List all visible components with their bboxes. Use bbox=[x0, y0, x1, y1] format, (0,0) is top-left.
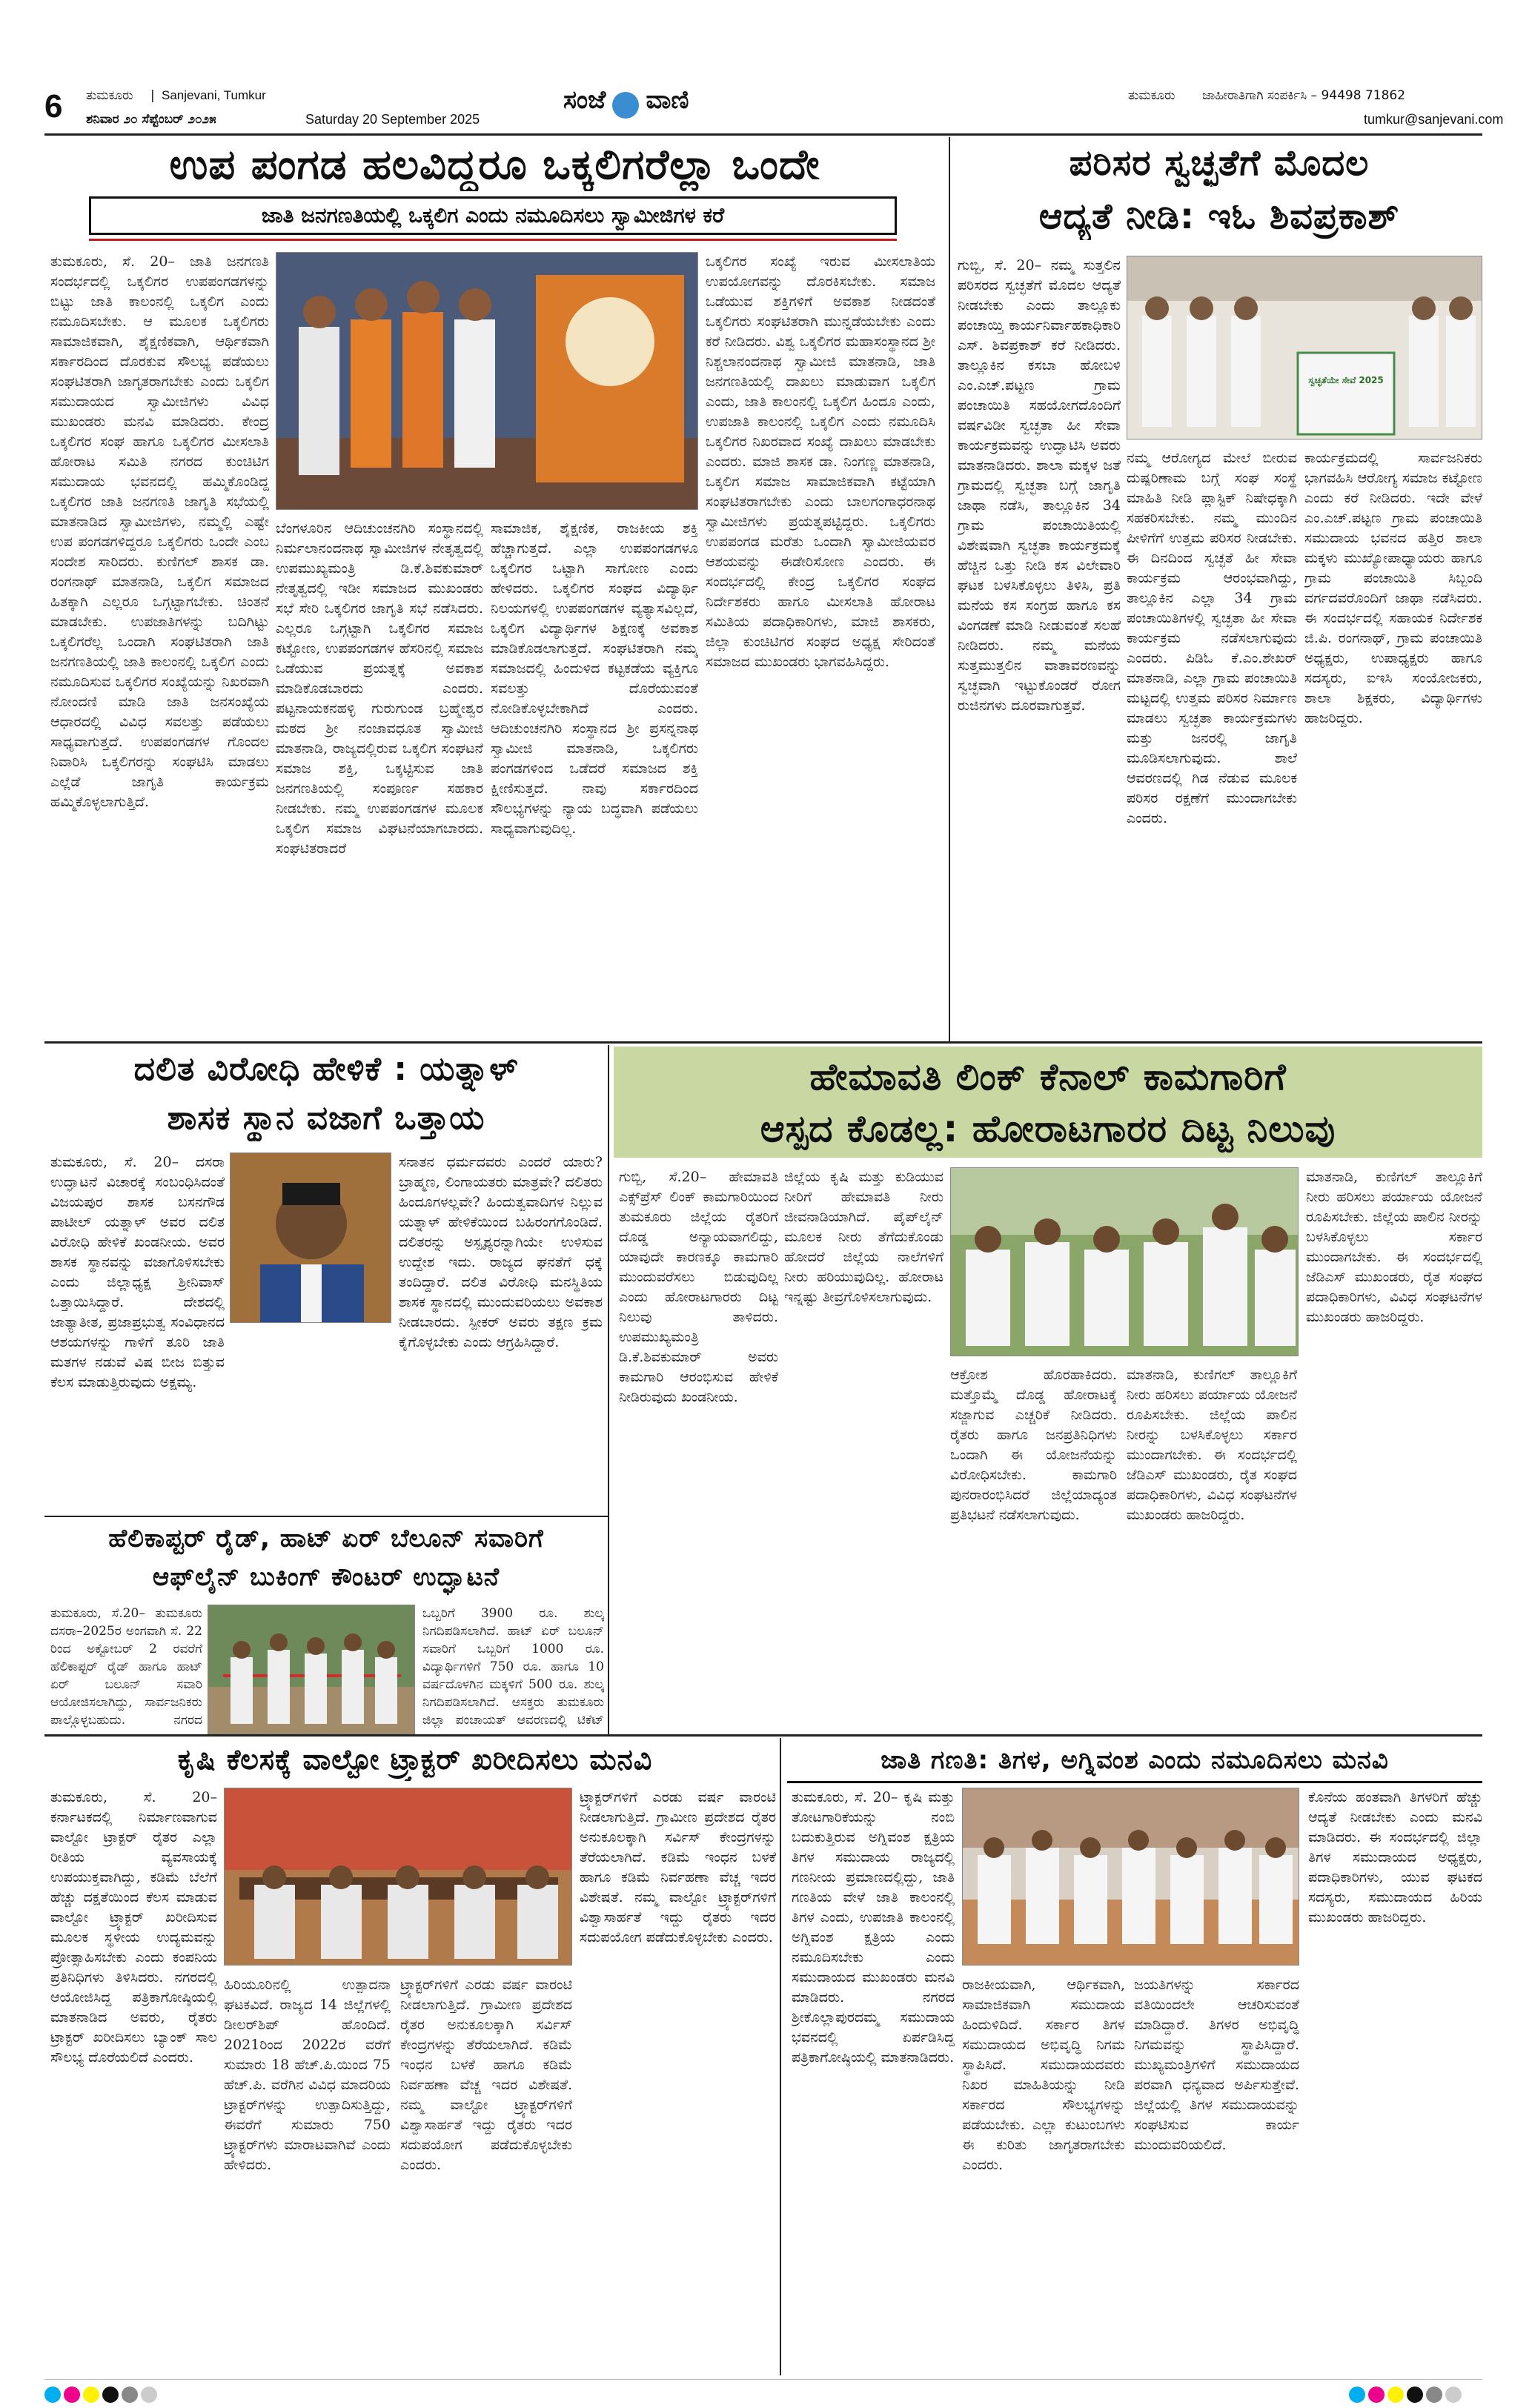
story4-col1: ಗುಬ್ಬಿ, ಸೆ.20– ಹೇಮಾವತಿ ಎಕ್ಸ್‌ಪ್ರೆಸ್ ಲಿಂಕ್ ಕಾಮಗಾರಿಯಿಂದ ತುಮಕೂರು ಜಿಲ್ಲೆಯ ರೈತರಿಗೆ ದೊಡ್ಡ ಅನ್ಯಾಯವಾಗಲಿದ್ದು, ಯಾವುದೇ ಕಾರಣಕ್ಕೂ ಕಾಮಗಾರಿ ಮುಂದುವರೆಸಲು ಬಿಡುವುದಿಲ್ಲ ಎಂದು ಹೋರಾಟಗಾರರು ದಿಟ್ಟ ನಿಲುವು ತಾಳಿದರು. ಉಪಮುಖ್ಯಮಂತ್ರಿ ಡಿ.ಕೆ.ಶಿವಕುಮಾರ್ ಅವರು ಕಾಮಗಾರಿ ಆರಂಭಿಸುವ ಹೇಳಿಕೆ ನೀಡಿರುವುದು ಖಂಡನೀಯ. bbox=[619, 1169, 778, 1405]
story4-headline-box bbox=[614, 1047, 1482, 1158]
story1-col1: ತುಮಕೂರು, ಸೆ. 20– ಜಾತಿ ಜನಗಣತಿ ಸಂದರ್ಭದಲ್ಲಿ ಒಕ್ಕಲಿಗರ ಉಪಪಂಗಡಗಳನ್ನು ಬಿಟ್ಟು ಜಾತಿ ಕಾಲಂನಲ್ಲಿ ಒಕ್ಕಲಿಗ ಎಂದು ನಮೂದಿಸಬೇಕು. ಆ ಮೂಲಕ ಒಕ್ಕಲಿಗರು ಸಾಮಾಜಿಕವಾಗಿ, ಶೈಕ್ಷಣಿಕವಾಗಿ, ಆರ್ಥಿಕವಾಗಿ ಸರ್ಕಾರದಿಂದ ದೊರಕುವ ಸೌಲಭ್ಯ ಪಡೆಯಲು ಸಂಘಟಿತರಾಗಿ ಜಾಗೃತರಾಗಬೇಕು ಎಂದು ಒಕ್ಕಲಿಗ ಸಮುದಾಯದ ಸ್ವಾಮೀಜಿಗಳು ವಿವಿಧ ಮುಖಂಡರು ಮನವಿ ಮಾಡಿದರು. ಕೇಂದ್ರ ಒಕ್ಕಲಿಗರ ಸಂಘ ಹಾಗೂ ಒಕ್ಕಲಿಗರ ಮೀಸಲಾತಿ ಹೋರಾಟ ಸಮಿತಿ ನಗರದ ಕುಂಚಿಟಿಗ ಸಮುದಾಯ ಭವನದಲ್ಲಿ ಹಮ್ಮಿಕೊಂಡಿದ್ದ ಒಕ್ಕಲಿಗರ ಜಾತಿ ಜನಗಣತಿ ಜಾಗೃತಿ ಸಭೆಯಲ್ಲಿ ಮಾತನಾಡಿದ ಸ್ವಾಮೀಜಿಗಳು, ನಮ್ಮಲ್ಲಿ ಎಷ್ಟೇ ಉಪ ಪಂಗಡಗಳಿದ್ದರೂ ಒಕ್ಕಲಿಗರು ಒಂದೇ ಎಂಬ ಸಂದೇಶ ಸಾರಿದರು. ಕುಣಿಗಲ್ ಶಾಸಕ ಡಾ. ರಂಗನಾಥ್ ಮಾತನಾಡಿ, ಒಕ್ಕಲಿಗ ಸಮಾಜದ ಹಿತಕ್ಕಾಗಿ ಎಲ್ಲರೂ ಒಗ್ಗಟ್ಟಾಗಬೇಕು. ಚಿಂತನೆ ಮಾಡಬೇಕು. ಉಪಜಾತಿಗಳನ್ನು ಬದಿಗಿಟ್ಟು ಒಕ್ಕಲಿಗರೆಲ್ಲ ಒಂದಾಗಿ ಸಂಘಟಿತರಾಗಿ ಜಾತಿ ಜನಗಣತಿಯಲ್ಲಿ ಜಾತಿ ಕಾಲಂನಲ್ಲಿ ಒಕ್ಕಲಿಗ ಎಂದು ನಮೂದಿಸುವ ಒಕ್ಕಲಿಗರ ಸಂಖ್ಯೆಯನ್ನು ನಿಖರವಾಗಿ ನೋಂದಣಿ ಮಾಡಿ ಜಾತಿ ಜನಸಂಖ್ಯೆಯ ಆಧಾರದಲ್ಲಿ ವಿವಿಧ ಸವಲತ್ತು ಪಡೆಯಲು ಸಾಧ್ಯವಾಗುತ್ತದೆ. ಉಪಪಂಗಡಗಳ ಗೊಂದಲ ನಿವಾರಿಸಿ ಒಕ್ಕಲಿಗರನ್ನು ಸಂಘಟಿಸಿ ಮಾಡಲು ಎಲ್ಲೆಡೆ ಜಾಗೃತಿ ಕಾರ್ಯಕ್ರಮ ಹಮ್ಮಿಕೊಳ್ಳಲಾಗುತ್ತಿದೆ. bbox=[50, 253, 269, 810]
story1-col3: ಸಾಮಾಜಿಕ, ಶೈಕ್ಷಣಿಕ, ರಾಜಕೀಯ ಶಕ್ತಿ ಹೆಚ್ಚಾಗುತ್ತದೆ. ಎಲ್ಲಾ ಉಪಪಂಗಡಗಳೂ ಒಕ್ಕಲಿಗರ ಒಟ್ಟಾಗಿ ಸಾಗೋಣ ಎಂದು ಹೇಳಿದರು. ಒಕ್ಕಲಿಗರ ಸಂಘದ ವಿದ್ಯಾರ್ಥಿ ನಿಲಯಗಳಲ್ಲಿ ಉಪಪಂಗಡಗಳ ವ್ಯತ್ಯಾಸವಿಲ್ಲದೆ, ಒಕ್ಕಲಿಗ ವಿದ್ಯಾರ್ಥಿಗಳ ಶಿಕ್ಷಣಕ್ಕೆ ಅವಕಾಶ ಮಾಡಿಕೊಡಲಾಗುತ್ತದೆ. ಸಂಘಟಿತರಾಗಿ ನಮ್ಮ ಸಮಾಜದಲ್ಲಿ ಹಿಂದುಳಿದ ಕಟ್ಟಕಡೆಯ ವ್ಯಕ್ತಿಗೂ ಸವಲತ್ತು ದೊರೆಯುವಂತೆ ನೋಡಿಕೊಳ್ಳಬೇಕಾಗಿದೆ ಎಂದರು. ಆದಿಚುಂಚನಗಿರಿ ಸಂಸ್ಥಾನದ ಶ್ರೀ ಪ್ರಸನ್ನನಾಥ ಸ್ವಾಮೀಜಿ ಮಾತನಾಡಿ, ಒಕ್ಕಲಿಗರು ಪಂಗಡಗಳಿಂದ ಒಡೆದರೆ ಸಮಾಜದ ಶಕ್ತಿ ಕ್ಷೀಣಿಸುತ್ತದೆ. ನಾವು ಸರ್ಕಾರದಿಂದ ಸೌಲಭ್ಯಗಳನ್ನು ನ್ಯಾಯ ಬದ್ಧವಾಗಿ ಪಡೆಯಲು ಸಾಧ್ಯವಾಗುವುದಿಲ್ಲ. bbox=[491, 520, 698, 837]
story3-portrait bbox=[231, 1153, 391, 1323]
story6-col1: ತುಮಕೂರು, ಸೆ. 20– ಕರ್ನಾಟಕದಲ್ಲಿ ನಿರ್ಮಾಣವಾಗುವ ವಾಲ್ಟೋ ಟ್ರಾಕ್ಟರ್ ರೈತರ ಎಲ್ಲಾ ರೀತಿಯ ವ್ಯವಸಾಯಕ್ಕೆ ಉಪಯುಕ್ತವಾಗಿದ್ದು, ಕಡಿಮೆ ಬೆಲೆಗೆ ಹೆಚ್ಚು ದಕ್ಷತೆಯಿಂದ ಕೆಲಸ ಮಾಡುವ ವಾಲ್ಟೋ ಟ್ರ್ಯಾಕ್ಟರ್ ಖರೀದಿಸುವ ಮೂಲಕ ಸ್ಥಳೀಯ ಉದ್ಯಮವನ್ನು ಪ್ರೋತ್ಸಾಹಿಸಬೇಕು ಎಂದು ಕಂಪನಿಯ ಪ್ರತಿನಿಧಿಗಳು ತಿಳಿಸಿದರು. ನಗರದಲ್ಲಿ ಆಯೋಜಿಸಿದ್ದ ಪತ್ರಿಕಾಗೋಷ್ಠಿಯಲ್ಲಿ ಮಾತನಾಡಿದ ಅವರು, ರೈತರು ಟ್ರಾಕ್ಟರ್ ಖರೀದಿಸಲು ಬ್ಯಾಂಕ್ ಸಾಲ ಸೌಲಭ್ಯ ದೊರೆಯಲಿದೆ ಎಂದರು. bbox=[50, 1789, 217, 2066]
light-grey-mark bbox=[1445, 2387, 1462, 2403]
masthead-logo bbox=[563, 85, 786, 122]
story5-photo-image bbox=[208, 1605, 415, 1734]
story6-col3: ಟ್ರ್ಯಾಕ್ಟರ್‌ಗಳಿಗೆ ಎರಡು ವರ್ಷ ವಾರಂಟಿ ನೀಡಲಾಗುತ್ತಿದೆ. ಗ್ರಾಮೀಣ ಪ್ರದೇಶದ ರೈತರ ಅನುಕೂಲಕ್ಕಾಗಿ ಸರ್ವಿಸ್ ಕೇಂದ್ರಗಳನ್ನು ತೆರೆಯಲಾಗಿದೆ. ಕಡಿಮೆ ಇಂಧನ ಬಳಕೆ ಹಾಗೂ ಕಡಿಮೆ ನಿರ್ವಹಣಾ ವೆಚ್ಚ ಇದರ ವಿಶೇಷತೆ. ನಮ್ಮ ವಾಲ್ಟೋ ಟ್ರ್ಯಾಕ್ಟರ್‌ಗಳಿಗೆ ವಿಶ್ವಾಸಾರ್ಹತೆ ಇದ್ದು ರೈತರು ಇದರ ಸದುಪಯೋಗ ಪಡೆದುಕೊಳ್ಳಬೇಕು ಎಂದರು. bbox=[400, 1977, 572, 2173]
story2-col3: ಕಾರ್ಯಕ್ರಮದಲ್ಲಿ ಸಾರ್ವಜನಿಕರು ಭಾಗವಹಿಸಿ ಆರೋಗ್ಯ ಸಮಾಜ ಕಟ್ಟೋಣ ಎಂದು ಕರೆ ನೀಡಿದರು. ಇದೇ ವೇಳೆ ಎಂ.ಎಚ್.ಪಟ್ಟಣ ಗ್ರಾಮ ಪಂಚಾಯಿತಿ ಸಮುದಾಯ ಭವನದ ಹತ್ತಿರ ಶಾಲಾ ಮಕ್ಕಳು ಮುಖ್ಯೋಪಾಧ್ಯಾಯರು ಹಾಗೂ ಗ್ರಾಮ ಪಂಚಾಯಿತಿ ಸಿಬ್ಬಂದಿ ವರ್ಗದವರೊಂದಿಗೆ ಜಾಥಾ ನಡೆಸಿದರು. ಈ ಸಂದರ್ಭದಲ್ಲಿ ಸಹಾಯಕ ನಿರ್ದೇಶಕ ಜಿ.ಪಿ. ರಂಗನಾಥ್, ಗ್ರಾಮ ಪಂಚಾಯಿತಿ ಅಧ್ಯಕ್ಷರು, ಉಪಾಧ್ಯಕ್ಷರು ಹಾಗೂ ಸದಸ್ಯರು, ಐಇಸಿ ಸಂಯೋಜಕರು, ಶಾಲಾ ಶಿಕ್ಷಕರು, ವಿದ್ಯಾರ್ಥಿಗಳು ಹಾಜರಿದ್ದರು. bbox=[1304, 450, 1482, 726]
story3-headline-line2: ಶಾಸಕ ಸ್ಥಾನ ವಜಾಗೆ ಒತ್ತಾಯ bbox=[167, 1099, 485, 1137]
story2-photo bbox=[1127, 256, 1482, 440]
divider-row2 bbox=[44, 1734, 1482, 1737]
story1-photo-image bbox=[276, 253, 698, 510]
masthead-email: tumkur@sanjevani.com bbox=[1364, 112, 1504, 127]
story4-headline-line2: ಆಸ್ಪದ ಕೊಡಲ್ಲ: ಹೋರಾಟಗಾರರ ದಿಟ್ಟ ನಿಲುವು bbox=[760, 1107, 1336, 1150]
masthead-logo-right: ವಾಣಿ bbox=[646, 85, 689, 115]
story6-col2: ಹಿರಿಯೂರಿನಲ್ಲಿ ಉತ್ಪಾದನಾ ಘಟಕವಿದೆ. ರಾಜ್ಯದ 14 ಜಿಲ್ಲೆಗಳಲ್ಲಿ ಡೀಲರ್‌ಶಿಪ್ ಹೊಂದಿದೆ. 2021ರಿಂದ 2022ರ ವರೆಗೆ ಸುಮಾರು 18 ಹೆಚ್.ಪಿ.ಯಿಂದ 75 ಹೆಚ್.ಪಿ. ವರೆಗಿನ ವಿವಿಧ ಮಾದರಿಯ ಟ್ರಾಕ್ಟರ್‌ಗಳನ್ನು ಉತ್ಪಾದಿಸುತ್ತಿದ್ದು, ಈವರೆಗೆ ಸುಮಾರು 750 ಟ್ರ್ಯಾಕ್ಟರ್‌ಗಳು ಮಾರಾಟವಾಗಿವೆ ಎಂದು ಹೇಳಿದರು. bbox=[224, 1977, 391, 2173]
story1-red-underline bbox=[89, 239, 897, 241]
story3-photo bbox=[230, 1152, 391, 1323]
masthead-date-en: Saturday 20 September 2025 bbox=[305, 112, 480, 127]
story1-col2: ಬೆಂಗಳೂರಿನ ಆದಿಚುಂಚನಗಿರಿ ಸಂಸ್ಥಾನದಲ್ಲಿ ನಿರ್ಮಲಾನಂದನಾಥ ಸ್ವಾಮೀಜಿಗಳ ನೇತೃತ್ವದಲ್ಲಿ ಉಪಮುಖ್ಯಮಂತ್ರಿ ಡಿ.ಕೆ.ಶಿವಕುಮಾರ್ ನೇತೃತ್ವದಲ್ಲಿ ಇಡೀ ಸಮಾಜದ ಮುಖಂಡರು ಸಭೆ ಸೇರಿ ಒಕ್ಕಲಿಗರ ಜಾಗೃತಿ ಸಭೆ ನಡೆಸಿದರು. ಎಲ್ಲರೂ ಒಗ್ಗಟ್ಟಾಗಿ ಒಕ್ಕಲಿಗರ ಸಮಾಜ ಕಟ್ಟೋಣ, ಉಪಪಂಗಡಗಳ ಹೆಸರಿನಲ್ಲಿ ಸಮಾಜ ಒಡೆಯುವ ಪ್ರಯತ್ನಕ್ಕೆ ಅವಕಾಶ ಮಾಡಿಕೊಡಬಾರದು ಎಂದರು. ಪಟ್ಟನಾಯಕನಹಳ್ಳಿ ಗುರುಗುಂಡ ಬ್ರಹ್ಮೇಶ್ವರ ಮಠದ ಶ್ರೀ ನಂಜಾವಧೂತ ಸ್ವಾಮೀಜಿ ಮಾತನಾಡಿ, ರಾಜ್ಯದಲ್ಲಿರುವ ಒಕ್ಕಲಿಗ ಸಂಘಟನೆ ಸಮಾಜ ಶಕ್ತಿ, ಒಕ್ಕಟ್ಟಿಸುವ ಜಾತಿ ಜನಗಣತಿಯಲ್ಲಿ ಸಂಪೂರ್ಣ ಸಹಕಾರ ನೀಡಬೇಕು. ನಮ್ಮ ಉಪಪಂಗಡಗಳ ಮೂಲಕ ಒಕ್ಕಲಿಗ ಸಮಾಜ ವಿಘಟನೆಯಾಗಬಾರದು. ಸಂಘಟಿತರಾದರೆ bbox=[276, 520, 483, 857]
registration-marks-left bbox=[44, 2387, 193, 2404]
masthead-edition: Sanjevani, Tumkur bbox=[162, 88, 266, 102]
footer-rule bbox=[44, 2379, 1482, 2380]
grey-mark bbox=[122, 2387, 138, 2403]
story3-headline-line1: ದಲಿತ ವಿರೋಧಿ ಹೇಳಿಕೆ : ಯತ್ನಾಳ್ bbox=[133, 1050, 519, 1088]
story7-photo bbox=[962, 1788, 1299, 1966]
masthead-sep: | bbox=[150, 88, 155, 103]
story7-col4: ಕೊನೆಯ ಹಂತವಾಗಿ ತಿಗಳರಿಗೆ ಹೆಚ್ಚು ಆದ್ಯತೆ ನೀಡಬೇಕು ಎಂದು ಮನವಿ ಮಾಡಿದರು. ಈ ಸಂದರ್ಭದಲ್ಲಿ ಜಿಲ್ಲಾ ತಿಗಳ ಸಮುದಾಯದ ಅಧ್ಯಕ್ಷರು, ಪದಾಧಿಕಾರಿಗಳು, ಯುವ ಘಟಕದ ಸದಸ್ಯರು, ಸಮುದಾಯದ ಹಿರಿಯ ಮುಖಂಡರು ಹಾಜರಿದ್ದರು. bbox=[1308, 1789, 1482, 1926]
story2-intro: ಗುಬ್ಬಿ, ಸೆ. 20– ನಮ್ಮ ಸುತ್ತಲಿನ ಪರಿಸರದ ಸ್ವಚ್ಛತೆಗೆ ಮೊದಲ ಆದ್ಯತೆ ನೀಡಬೇಕು ಎಂದು ತಾಲ್ಲೂಕು ಪಂಚಾಯ್ತಿ ಕಾರ್ಯನಿರ್ವಾಹಕಾಧಿಕಾರಿ ಎಸ್. ಶಿವಪ್ರಕಾಶ್ ಕರೆ ನೀಡಿದರು. ತಾಲ್ಲೂಕಿನ ಕಸಬಾ ಹೋಬಳಿ ಎಂ.ಎಚ್.ಪಟ್ಟಣ ಗ್ರಾಮ ಪಂಚಾಯಿತಿ ಸಹಯೋಗದೊಂದಿಗೆ ವರ್ಷವಿಡೀ ಸ್ವಚ್ಛತಾ ಹೀ ಸೇವಾ ಕಾರ್ಯಕ್ರಮವನ್ನು ಉದ್ಘಾಟಿಸಿ ಅವರು ಮಾತನಾಡಿದರು. ಶಾಲಾ ಮಕ್ಕಳ ಜತೆ ಗ್ರಾಮದಲ್ಲಿ ಸ್ವಚ್ಛತಾ ಬಗ್ಗೆ ಜಾಗೃತಿ ಜಾಥಾ ನಡೆಸಿ, ತಾಲ್ಲೂಕಿನ 34 ಗ್ರಾಮ ಪಂಚಾಯಿತಿಯಲ್ಲಿ ವಿಶೇಷವಾಗಿ ಸ್ವಚ್ಛತಾ ಕಾರ್ಯಕ್ರಮಕ್ಕೆ ಹೆಚ್ಚಿನ ಒತ್ತು ನೀಡಿ ಕಸ ವಿಲೇವಾರಿ ಘಟಕ ಬಳಸಿಕೊಳ್ಳಲು ತಿಳಿಸಿ, ಪ್ರತಿ ಮನೆಯ ಕಸ ಸಂಗ್ರಹ ಹಾಗೂ ಕಸ ವಿಂಗಡಣೆ ಮಾಡಿ ನೀಡುವಂತೆ ಸಲಹೆ ನೀಡಿದರು. ನಮ್ಮ ಮನೆಯ ಸುತ್ತಮುತ್ತಲಿನ ವಾತಾವರಣವನ್ನು ಸ್ವಚ್ಛವಾಗಿ ಇಟ್ಟುಕೊಂಡರೆ ರೋಗ ರುಜಿನಗಳು ದೂರವಾಗುತ್ತವೆ. bbox=[958, 257, 1121, 714]
story4-photo-image bbox=[951, 1168, 1299, 1356]
story2-headline-line2: ಆದ್ಯತೆ ನೀಡಿ: ಇಓ ಶಿವಪ್ರಕಾಶ್ bbox=[1038, 196, 1400, 237]
divider-story1-story2 bbox=[949, 137, 950, 1041]
story7-headline-box bbox=[787, 1740, 1482, 1783]
masthead-rule bbox=[44, 133, 1482, 136]
story1-subheadline: ಜಾತಿ ಜನಗಣತಿಯಲ್ಲಿ ಒಕ್ಕಲಿಗ ಎಂದು ನಮೂದಿಸಲು ಸ್ವಾಮೀಜಿಗಳ ಕರೆ bbox=[261, 203, 725, 228]
story6-photo-image bbox=[225, 1788, 572, 1966]
registration-marks-right bbox=[1349, 2387, 1482, 2404]
story2-headline-line1: ಪರಿಸರ ಸ್ವಚ್ಛತೆಗೆ ಮೊದಲ bbox=[1069, 142, 1370, 184]
story4-col3: ಆಕ್ರೋಶ ಹೊರಹಾಕಿದರು. ಮತ್ತೊಮ್ಮೆ ದೊಡ್ಡ ಹೋರಾಟಕ್ಕೆ ಸಜ್ಜಾಗುವ ಎಚ್ಚರಿಕೆ ನೀಡಿದರು. ರೈತರು ಹಾಗೂ ಜನಪ್ರತಿನಿಧಿಗಳು ಒಂದಾಗಿ ಈ ಯೋಜನೆಯನ್ನು ವಿರೋಧಿಸಬೇಕು. ಕಾಮಗಾರಿ ಪುನರಾರಂಭಿಸಿದರೆ ಜಿಲ್ಲೆಯಾದ್ಯಂತ ಪ್ರತಿಭಟನೆ ನಡೆಸಲಾಗುವುದು. bbox=[950, 1367, 1117, 1523]
story4-col4: ಮಾತನಾಡಿ, ಕುಣಿಗಲ್ ತಾಲ್ಲೂಕಿಗೆ ನೀರು ಹರಿಸಲು ಪರ್ಯಾಯ ಯೋಜನೆ ರೂಪಿಸಬೇಕು. ಜಿಲ್ಲೆಯ ಪಾಲಿನ ನೀರನ್ನು ಬಳಸಿಕೊಳ್ಳಲು ಸರ್ಕಾರ ಮುಂದಾಗಬೇಕು. ಈ ಸಂದರ್ಭದಲ್ಲಿ ಜೆಡಿಎಸ್ ಮುಖಂಡರು, ರೈತ ಸಂಘದ ಪದಾಧಿಕಾರಿಗಳು, ವಿವಿಧ ಸಂಘಟನೆಗಳ ಮುಖಂಡರು ಹಾಜರಿದ್ದರು. bbox=[1127, 1367, 1297, 1523]
story7-col1: ತುಮಕೂರು, ಸೆ. 20– ಕೃಷಿ ಮತ್ತು ತೋಟಗಾರಿಕೆಯನ್ನು ನಂಬಿ ಬದುಕುತ್ತಿರುವ ಅಗ್ನಿವಂಶ ಕ್ಷತ್ರಿಯ ತಿಗಳ ಸಮುದಾಯ ರಾಜ್ಯದಲ್ಲಿ ಗಣನೀಯ ಪ್ರಮಾಣದಲ್ಲಿದ್ದು, ಜಾತಿ ಗಣತಿಯ ವೇಳೆ ಜಾತಿ ಕಾಲಂನಲ್ಲಿ ತಿಗಳ ಎಂದು, ಉಪಜಾತಿ ಕಾಲಂನಲ್ಲಿ ಅಗ್ನಿವಂಶ ಕ್ಷತ್ರಿಯ ಎಂದು ನಮೂದಿಸಬೇಕು ಎಂದು ಸಮುದಾಯದ ಮುಖಂಡರು ಮನವಿ ಮಾಡಿದರು. ನಗರದ ಶ್ರೀಕೊಲ್ಲಾಪುರದಮ್ಮ ಸಮುದಾಯ ಭವನದಲ್ಲಿ ಏರ್ಪಡಿಸಿದ್ದ ಪತ್ರಿಕಾಗೋಷ್ಠಿಯಲ್ಲಿ ಮಾತನಾಡಿದರು. bbox=[792, 1789, 955, 2066]
masthead-logo-left: ಸಂಜೆ bbox=[563, 85, 606, 115]
divider-story3-story4 bbox=[608, 1045, 609, 1734]
story2-photo-image bbox=[1127, 256, 1482, 440]
story6-photo bbox=[224, 1788, 572, 1966]
story6-headline: ಕೃಷಿ ಕೆಲಸಕ್ಕೆ ವಾಲ್ಟೋ ಟ್ರ್ಯಾಕ್ಟರ್ ಖರೀದಿಸಲು ಮನವಿ bbox=[177, 1743, 653, 1776]
black-mark bbox=[102, 2387, 119, 2403]
magenta-mark bbox=[64, 2387, 80, 2403]
story5-photo bbox=[208, 1605, 415, 1734]
story1-photo bbox=[276, 252, 698, 510]
story1-headline: ಉಪ ಪಂಗಡ ಹಲವಿದ್ದರೂ ಒಕ್ಕಲಿಗರೆಲ್ಲಾ ಒಂದೇ bbox=[169, 141, 820, 189]
masthead bbox=[44, 85, 1504, 134]
story2-photo-banner: ಸ್ವಚ್ಛತೆಯೇ ಸೇವೆ 2025 bbox=[1308, 375, 1384, 385]
story6-col4: ಟ್ರ್ಯಾಕ್ಟರ್‌ಗಳಿಗೆ ಎರಡು ವರ್ಷ ವಾರಂಟಿ ನೀಡಲಾಗುತ್ತಿದೆ. ಗ್ರಾಮೀಣ ಪ್ರದೇಶದ ರೈತರ ಅನುಕೂಲಕ್ಕಾಗಿ ಸರ್ವಿಸ್ ಕೇಂದ್ರಗಳನ್ನು ತೆರೆಯಲಾಗಿದೆ. ಕಡಿಮೆ ಇಂಧನ ಬಳಕೆ ಹಾಗೂ ಕಡಿಮೆ ನಿರ್ವಹಣಾ ವೆಚ್ಚ ಇದರ ವಿಶೇಷತೆ. ನಮ್ಮ ವಾಲ್ಟೋ ಟ್ರ್ಯಾಕ್ಟರ್‌ಗಳಿಗೆ ವಿಶ್ವಾಸಾರ್ಹತೆ ಇದ್ದು ರೈತರು ಇದರ ಸದುಪಯೋಗ ಪಡೆದುಕೊಳ್ಳಬೇಕು ಎಂದರು. bbox=[580, 1789, 776, 1946]
story5-headline-line2: ಆಫ್‌ಲೈನ್ ಬುಕಿಂಗ್ ಕೌಂಟರ್ ಉದ್ಘಾಟನೆ bbox=[152, 1562, 500, 1592]
story3-col1: ತುಮಕೂರು, ಸೆ. 20– ದಸರಾ ಉದ್ಘಾಟನೆ ವಿಚಾರಕ್ಕೆ ಸಂಬಂಧಿಸಿದಂತೆ ವಿಜಯಪುರ ಶಾಸಕ ಬಸನಗೌಡ ಪಾಟೀಲ್ ಯತ್ನಾಳ್ ಅವರ ದಲಿತ ವಿರೋಧಿ ಹೇಳಿಕೆ ಖಂಡನೀಯ. ಅವರ ಶಾಸಕ ಸ್ಥಾನವನ್ನು ವಜಾಗೊಳಿಸಬೇಕು ಎಂದು ಜಿಲ್ಲಾಧ್ಯಕ್ಷ ಶ್ರೀನಿವಾಸ್ ಒತ್ತಾಯಿಸಿದ್ದಾರೆ. ದೇಶದಲ್ಲಿ ಜಾತ್ಯಾತೀತ, ಪ್ರಜಾಪ್ರಭುತ್ವ ಸಂವಿಧಾನದ ಆಶಯಗಳನ್ನು ಗಾಳಿಗೆ ತೂರಿ ಜಾತಿ ಮತಗಳ ನಡುವೆ ವಿಷ ಬೀಜ ಬಿತ್ತುವ ಕೆಲಸ ಮಾಡುತ್ತಿರುವುದು ಅಕ್ಷಮ್ಯ. bbox=[50, 1154, 225, 1390]
masthead-ads-contact: ಜಾಹೀರಾತಿಗಾಗಿ ಸಂಪರ್ಕಿಸಿ – 94498 71862 bbox=[1202, 88, 1406, 103]
divider-story6-story7 bbox=[780, 1738, 781, 2375]
story7-headline: ಜಾತಿ ಗಣತಿ: ತಿಗಳ, ಅಗ್ನಿವಂಶ ಎಂದು ನಮೂದಿಸಲು ಮನವಿ bbox=[881, 1745, 1389, 1775]
story7-photo-image bbox=[963, 1788, 1299, 1966]
globe-icon bbox=[612, 92, 639, 119]
story5-headline-line1: ಹೆಲಿಕಾಪ್ಟರ್ ರೈಡ್, ಹಾಟ್ ಏರ್ ಬೆಲೂನ್ ಸವಾರಿಗೆ bbox=[108, 1524, 544, 1553]
story4-headline-line1: ಹೇಮಾವತಿ ಲಿಂಕ್ ಕೆನಾಲ್ ಕಾಮಗಾರಿಗೆ bbox=[809, 1055, 1287, 1098]
story7-col2: ರಾಜಕೀಯವಾಗಿ, ಆರ್ಥಿಕವಾಗಿ, ಸಾಮಾಜಿಕವಾಗಿ ಸಮುದಾಯ ಹಿಂದುಳಿದಿದೆ. ಸರ್ಕಾರ ತಿಗಳ ಸಮುದಾಯದ ಅಭಿವೃದ್ಧಿ ನಿಗಮ ಸ್ಥಾಪಿಸಿದೆ. ಸಮುದಾಯದವರು ನಿಖರ ಮಾಹಿತಿಯನ್ನು ನೀಡಿ ಸರ್ಕಾರದ ಸೌಲಭ್ಯಗಳನ್ನು ಪಡೆಯಬೇಕು. ಎಲ್ಲಾ ಕುಟುಂಬಗಳು ಈ ಕುರಿತು ಜಾಗೃತರಾಗಬೇಕು ಎಂದರು. bbox=[962, 1977, 1125, 2173]
story7-col3: ಜಯತಿಗಳನ್ನು ಸರ್ಕಾರದ ವತಿಯಿಂದಲೇ ಆಚರಿಸುವಂತೆ ಮಾಡಿದ್ದಾರೆ. ತಿಗಳರ ಅಭಿವೃದ್ಧಿ ನಿಗಮವನ್ನು ಸ್ಥಾಪಿಸಿದ್ದಾರೆ. ಮುಖ್ಯಮಂತ್ರಿಗಳಿಗೆ ಸಮುದಾಯದ ಪರವಾಗಿ ಧನ್ಯವಾದ ಅರ್ಪಿಸುತ್ತೇವೆ. ಜಿಲ್ಲೆಯಲ್ಲಿ ತಿಗಳ ಸಮುದಾಯವನ್ನು ಸಂಘಟಿಸುವ ಕಾರ್ಯ ಮುಂದುವರಿಯಲಿದೆ. bbox=[1134, 1977, 1299, 2153]
story3-col2: ಸನಾತನ ಧರ್ಮದವರು ಎಂದರೆ ಯಾರು? ಬ್ರಾಹ್ಮಣ, ಲಿಂಗಾಯತರು ಮಾತ್ರವೇ? ದಲಿತರು ಹಿಂದೂಗಳಲ್ಲವೇ? ಹಿಂದುತ್ವವಾದಿಗಳ ನಿಲ್ಲುವ ಯತ್ನಾಳ್ ಹೇಳಿಕೆಯಿಂದ ಬಹಿರಂಗಗೊಂಡಿದೆ. ದಲಿತರನ್ನು ಅಸ್ಪೃಶ್ಯರನ್ನಾಗಿಯೇ ಉಳಿಸುವ ಉದ್ದೇಶ ಇದು. ರಾಜ್ಯದ ಘನತೆಗೆ ಧಕ್ಕೆ ತಂದಿದ್ದಾರೆ. ದಲಿತ ವಿರೋಧಿ ಮನಸ್ಥಿತಿಯ ಶಾಸಕ ಸ್ಥಾನದಲ್ಲಿ ಮುಂದುವರಿಯಲು ಅವಕಾಶ ನೀಡಬಾರದು. ಸ್ಪೀಕರ್ ಅವರು ತಕ್ಷಣ ಕ್ರಮ ಕೈಗೊಳ್ಳಬೇಕು ಎಂದು ಆಗ್ರಹಿಸಿದ್ದಾರೆ. bbox=[399, 1154, 603, 1350]
story4-col5: ಮಾತನಾಡಿ, ಕುಣಿಗಲ್ ತಾಲ್ಲೂಕಿಗೆ ನೀರು ಹರಿಸಲು ಪರ್ಯಾಯ ಯೋಜನೆ ರೂಪಿಸಬೇಕು. ಜಿಲ್ಲೆಯ ಪಾಲಿನ ನೀರನ್ನು ಬಳಸಿಕೊಳ್ಳಲು ಸರ್ಕಾರ ಮುಂದಾಗಬೇಕು. ಈ ಸಂದರ್ಭದಲ್ಲಿ ಜೆಡಿಎಸ್ ಮುಖಂಡರು, ರೈತ ಸಂಘದ ಪದಾಧಿಕಾರಿಗಳು, ವಿವಿಧ ಸಂಘಟನೆಗಳ ಮುಖಂಡರು ಹಾಜರಿದ್ದರು. bbox=[1306, 1169, 1482, 1325]
story2-col2: ನಮ್ಮ ಆರೋಗ್ಯದ ಮೇಲೆ ಬೀರುವ ದುಷ್ಪರಿಣಾಮ ಬಗ್ಗೆ ಸಂಘ ಸಂಸ್ಥೆ ಮಾಹಿತಿ ನೀಡಿ ಪ್ಲಾಸ್ಟಿಕ್ ನಿಷೇಧಕ್ಕಾಗಿ ಸಹಕರಿಸಬೇಕು. ನಮ್ಮ ಮುಂದಿನ ಪೀಳಿಗೆಗೆ ಉತ್ತಮ ಪರಿಸರ ನೀಡಬೇಕು. ಈ ದಿನದಿಂದ ಸ್ವಚ್ಛತೆ ಹೀ ಸೇವಾ ಕಾರ್ಯಕ್ರಮ ಆರಂಭವಾಗಿದ್ದು, ತಾಲ್ಲೂಕಿನ ಎಲ್ಲಾ 34 ಗ್ರಾಮ ಪಂಚಾಯಿತಿಗಳಲ್ಲಿ ಸ್ವಚ್ಛತಾ ಹೀ ಸೇವಾ ಕಾರ್ಯಕ್ರಮ ನಡೆಸಲಾಗುವುದು ಎಂದರು. ಪಿಡಿಓ ಕೆ.ಎಂ.ಶೇಖರ್ ಮಾತನಾಡಿ, ಎಲ್ಲಾ ಗ್ರಾಮ ಪಂಚಾಯಿತಿ ಮಟ್ಟದಲ್ಲಿ ಉತ್ತಮ ಪರಿಸರ ನಿರ್ಮಾಣ ಮಾಡಲು ಸ್ವಚ್ಛತಾ ಕಾರ್ಯಕ್ರಮಗಳು ಮತ್ತು ಜನರಲ್ಲಿ ಜಾಗೃತಿ ಮೂಡಿಸಲಾಗುವುದು. ಶಾಲೆ ಆವರಣದಲ್ಲಿ ಗಿಡ ನೆಡುವ ಮೂಲಕ ಪರಿಸರ ರಕ್ಷಣೆಗೆ ಮುಂದಾಗಬೇಕು ಎಂದರು. bbox=[1127, 450, 1297, 826]
masthead-right-city: ತುಮಕೂರು bbox=[1128, 88, 1175, 103]
magenta-mark bbox=[1368, 2387, 1385, 2403]
page-number: 6 bbox=[44, 88, 63, 125]
story1-col4: ಒಕ್ಕಲಿಗರ ಸಂಖ್ಯೆ ಇರುವ ಮೀಸಲಾತಿಯ ಉಪಯೋಗವನ್ನು ದೊರಕಿಸಬೇಕು. ಸಮಾಜ ಒಡೆಯುವ ಶಕ್ತಿಗಳಿಗೆ ಅವಕಾಶ ನೀಡದಂತೆ ಒಕ್ಕಲಿಗರು ಸಂಘಟಿತರಾಗಿ ಮುನ್ನಡೆಯಬೇಕು ಎಂದು ಕರೆ ನೀಡಿದರು. ವಿಶ್ವ ಒಕ್ಕಲಿಗರ ಮಹಾಸಂಸ್ಥಾನದ ಶ್ರೀ ನಿಶ್ಚಲಾನಂದನಾಥ ಸ್ವಾಮೀಜಿ ಮಾತನಾಡಿ, ಜಾತಿ ಜನಗಣತಿಯಲ್ಲಿ ದಾಖಲು ಮಾಡುವಾಗ ಒಕ್ಕಲಿಗ ಎಂದು, ಜಾತಿ ಕಾಲಂನಲ್ಲಿ ಒಕ್ಕಲಿಗ ಹಿಂದೂ ಎಂದು, ಉಪಜಾತಿ ಕಾಲಂನಲ್ಲಿ ಒಕ್ಕಲಿಗ ಎಂದು ನಮೂದಿಸಿ ಒಕ್ಕಲಿಗರ ನಿಖರವಾದ ಸಂಖ್ಯೆ ದಾಖಲು ಮಾಡಬೇಕು ಎಂದರು. ಮಾಜಿ ಶಾಸಕ ಡಾ. ನಿಂಗಣ್ಣ ಮಾತನಾಡಿ, ಒಕ್ಕಲಿಗ ಸಮಾಜ ಸಾಮಾಜಿಕವಾಗಿ ಕಟ್ಟೆಯಾಗಿ ಸಂಘಟಿತರಾಗಬೇಕು ಎಂದು ಬಾಲಗಂಗಾಧರನಾಥ ಸ್ವಾಮೀಜಿಗಳು ಪ್ರಯತ್ನಪಟ್ಟಿದ್ದರು. ಒಕ್ಕಲಿಗರು ಉಪಪಂಗಡ ಮರೆತು ಒಂದಾಗಿ ಸ್ವಾಮೀಜಿಯವರ ಆಶಯವನ್ನು ಈಡೇರಿಸೋಣ ಎಂದರು. ಈ ಸಂದರ್ಭದಲ್ಲಿ ಕೇಂದ್ರ ಒಕ್ಕಲಿಗರ ಸಂಘದ ನಿರ್ದೇಶಕರು ಹಾಗೂ ಮೀಸಲಾತಿ ಹೋರಾಟ ಸಮಿತಿಯ ಪದಾಧಿಕಾರಿಗಳು, ಮಾಜಿ ಶಾಸಕರು, ಜಿಲ್ಲಾ ಕುಂಚಿಟಿಗರ ಸಂಘದ ಅಧ್ಯಕ್ಷ ಸೇರಿದಂತೆ ಸಮಾಜದ ಮುಖಂಡರು ಭಾಗವಹಿಸಿದ್ದರು. bbox=[706, 253, 935, 670]
cyan-mark bbox=[44, 2387, 61, 2403]
story4-col2: ಜಿಲ್ಲೆಯ ಕೃಷಿ ಮತ್ತು ಕುಡಿಯುವ ನೀರಿಗೆ ಹೇಮಾವತಿ ನೀರು ಜೀವನಾಡಿಯಾಗಿದೆ. ಪೈಪ್‌ಲೈನ್ ಮೂಲಕ ನೀರು ತೆಗೆದುಕೊಂಡು ಹೋದರೆ ಜಿಲ್ಲೆಯ ನಾಲೆಗಳಿಗೆ ನೀರು ಹರಿಯುವುದಿಲ್ಲ. ಹೋರಾಟ ಇನ್ನಷ್ಟು ತೀವ್ರಗೊಳಿಸಲಾಗುವುದು. bbox=[784, 1169, 944, 1305]
yellow-mark bbox=[1387, 2387, 1404, 2403]
masthead-city: ತುಮಕೂರು bbox=[86, 88, 133, 103]
story4-photo bbox=[950, 1167, 1299, 1356]
cyan-mark bbox=[1349, 2387, 1365, 2403]
divider-row1 bbox=[44, 1041, 1482, 1044]
masthead-date-kn: ಶನಿವಾರ ೨೦ ಸೆಪ್ಟೆಂಬರ್ ೨೦೨೫ bbox=[86, 112, 216, 127]
yellow-mark bbox=[83, 2387, 99, 2403]
light-grey-mark bbox=[141, 2387, 157, 2403]
black-mark bbox=[1407, 2387, 1423, 2403]
story5-col2: ಒಬ್ಬರಿಗೆ 3900 ರೂ. ಶುಲ್ಕ ನಿಗದಿಪಡಿಸಲಾಗಿದೆ. ಹಾಟ್ ಏರ್ ಬಲೂನ್ ಸವಾರಿಗೆ ಒಬ್ಬರಿಗೆ 1000 ರೂ. ವಿದ್ಯಾರ್ಥಿಗಳಿಗೆ 750 ರೂ. ಹಾಗೂ 10 ವರ್ಷದೊಳಗಿನ ಮಕ್ಕಳಿಗೆ 500 ರೂ. ಶುಲ್ಕ ನಿಗದಿಪಡಿಸಲಾಗಿದೆ. ಆಸಕ್ತರು ತುಮಕೂರು ಜಿಲ್ಲಾ ಪಂಚಾಯತ್ ಆವರಣದಲ್ಲಿ ಟಿಕೆಟ್ bbox=[422, 1606, 604, 1728]
grey-mark bbox=[1426, 2387, 1442, 2403]
story1-subheadline-box bbox=[89, 196, 897, 235]
divider-story3-story5 bbox=[44, 1516, 608, 1517]
story5-col1: ತುಮಕೂರು, ಸೆ.20– ತುಮಕೂರು ದಸರಾ–2025ರ ಅಂಗವಾಗಿ ಸೆ. 22 ರಿಂದ ಅಕ್ಟೋಬರ್ 2 ರವರೆಗೆ ಹೆಲಿಕಾಪ್ಟರ್ ರೈಡ್ ಹಾಗೂ ಹಾಟ್ ಏರ್ ಬಲೂನ್ ಸವಾರಿ ಆಯೋಜಿಸಲಾಗಿದ್ದು, ಸಾರ್ವಜನಿಕರು ಪಾಲ್ಗೊಳ್ಳಬಹುದು. ನಗರದ bbox=[50, 1606, 202, 1728]
